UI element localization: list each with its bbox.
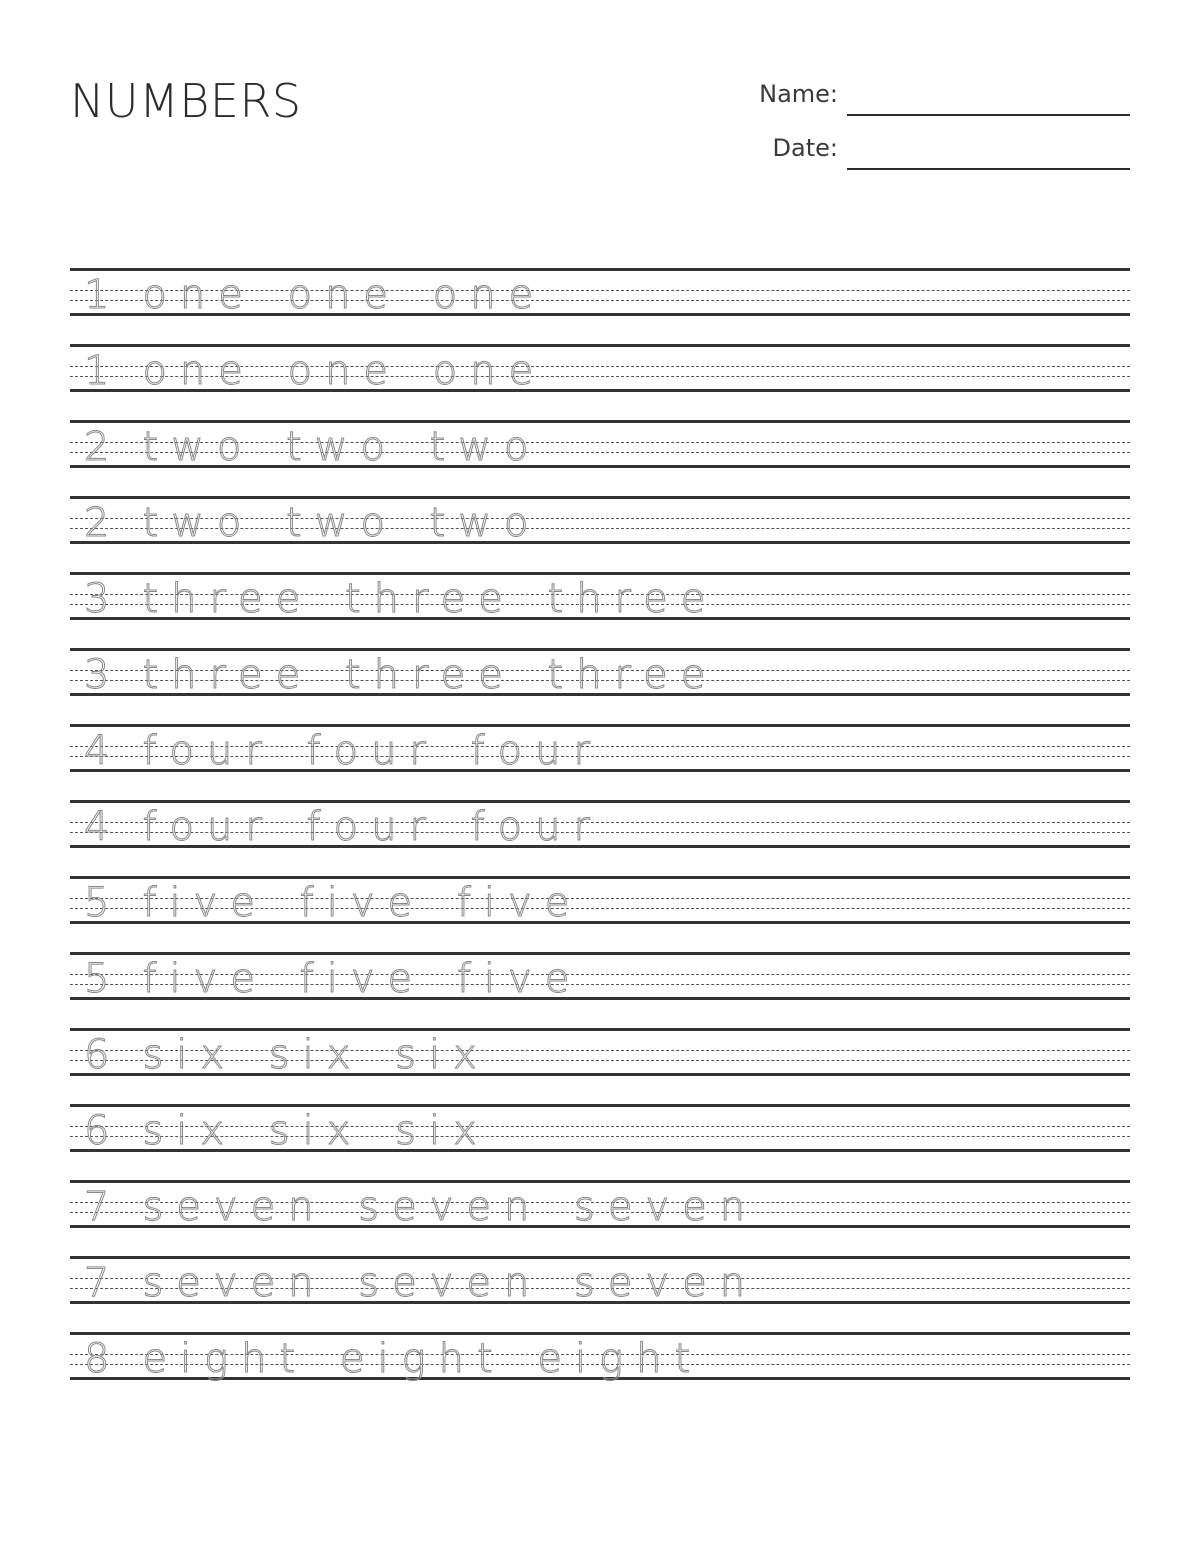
guide-solid-line bbox=[70, 1104, 1130, 1107]
trace-number: 3 bbox=[84, 576, 123, 622]
guide-solid-line bbox=[70, 1256, 1130, 1259]
guide-solid-line bbox=[70, 800, 1130, 803]
trace-words: five five five bbox=[142, 880, 583, 926]
trace-text bbox=[84, 1185, 758, 1230]
name-field bbox=[740, 76, 1130, 116]
guide-solid-line bbox=[70, 952, 1130, 955]
trace-text bbox=[84, 805, 603, 850]
trace-number: 4 bbox=[84, 728, 123, 774]
trace-words: three three three bbox=[142, 652, 719, 698]
trace-words: six six six bbox=[142, 1032, 490, 1078]
trace-words: three three three bbox=[142, 576, 719, 622]
trace-words: seven seven seven bbox=[142, 1260, 759, 1306]
handwriting-row[interactable] bbox=[70, 344, 1130, 394]
guide-solid-line bbox=[70, 876, 1130, 879]
trace-text bbox=[84, 729, 603, 774]
trace-number: 8 bbox=[84, 1336, 123, 1382]
trace-words: two two two bbox=[142, 500, 542, 546]
guide-solid-line bbox=[70, 1180, 1130, 1183]
handwriting-row[interactable] bbox=[70, 1256, 1130, 1306]
handwriting-row[interactable] bbox=[70, 952, 1130, 1002]
guide-solid-line bbox=[70, 496, 1130, 499]
guide-solid-line bbox=[70, 572, 1130, 575]
trace-number: 2 bbox=[84, 424, 123, 470]
handwriting-row[interactable] bbox=[70, 800, 1130, 850]
name-input-line[interactable] bbox=[847, 114, 1130, 116]
trace-number: 1 bbox=[84, 272, 123, 318]
trace-words: one one one bbox=[142, 348, 547, 394]
trace-number: 5 bbox=[84, 880, 123, 926]
handwriting-rows bbox=[70, 268, 1130, 1408]
guide-solid-line bbox=[70, 420, 1130, 423]
trace-number: 1 bbox=[84, 348, 123, 394]
name-label: Name: bbox=[759, 80, 838, 108]
trace-text bbox=[84, 1261, 758, 1306]
trace-number: 3 bbox=[84, 652, 123, 698]
handwriting-row[interactable] bbox=[70, 876, 1130, 926]
handwriting-row[interactable] bbox=[70, 496, 1130, 546]
handwriting-row[interactable] bbox=[70, 1104, 1130, 1154]
trace-text bbox=[84, 653, 718, 698]
trace-number: 6 bbox=[84, 1032, 123, 1078]
guide-solid-line bbox=[70, 1028, 1130, 1031]
trace-text bbox=[84, 957, 582, 1002]
trace-words: seven seven seven bbox=[142, 1184, 759, 1230]
date-label: Date: bbox=[772, 134, 838, 162]
guide-solid-line bbox=[70, 344, 1130, 347]
trace-words: four four four bbox=[142, 804, 603, 850]
handwriting-row[interactable] bbox=[70, 420, 1130, 470]
guide-solid-line bbox=[70, 1332, 1130, 1335]
trace-number: 4 bbox=[84, 804, 123, 850]
handwriting-row[interactable] bbox=[70, 724, 1130, 774]
handwriting-row[interactable] bbox=[70, 268, 1130, 318]
trace-text bbox=[84, 1033, 490, 1078]
guide-solid-line bbox=[70, 724, 1130, 727]
trace-text bbox=[84, 881, 582, 926]
trace-number: 7 bbox=[84, 1184, 123, 1230]
trace-words: one one one bbox=[142, 272, 547, 318]
handwriting-row[interactable] bbox=[70, 1180, 1130, 1230]
page-title: NUMBERS bbox=[70, 74, 302, 128]
trace-words: eight eight eight bbox=[142, 1336, 704, 1382]
trace-number: 6 bbox=[84, 1108, 123, 1154]
handwriting-row[interactable] bbox=[70, 572, 1130, 622]
guide-solid-line bbox=[70, 648, 1130, 651]
trace-words: two two two bbox=[142, 424, 542, 470]
handwriting-row[interactable] bbox=[70, 1332, 1130, 1382]
trace-words: five five five bbox=[142, 956, 583, 1002]
trace-words: four four four bbox=[142, 728, 603, 774]
trace-text bbox=[84, 577, 718, 622]
date-input-line[interactable] bbox=[847, 168, 1130, 170]
trace-text bbox=[84, 1337, 703, 1382]
trace-text bbox=[84, 501, 542, 546]
trace-text bbox=[84, 425, 542, 470]
handwriting-row[interactable] bbox=[70, 648, 1130, 698]
trace-number: 5 bbox=[84, 956, 123, 1002]
trace-text bbox=[84, 273, 546, 318]
trace-text bbox=[84, 349, 546, 394]
date-field bbox=[740, 130, 1130, 170]
trace-number: 7 bbox=[84, 1260, 123, 1306]
trace-number: 2 bbox=[84, 500, 123, 546]
trace-text bbox=[84, 1109, 490, 1154]
guide-solid-line bbox=[70, 268, 1130, 271]
handwriting-row[interactable] bbox=[70, 1028, 1130, 1078]
trace-words: six six six bbox=[142, 1108, 490, 1154]
